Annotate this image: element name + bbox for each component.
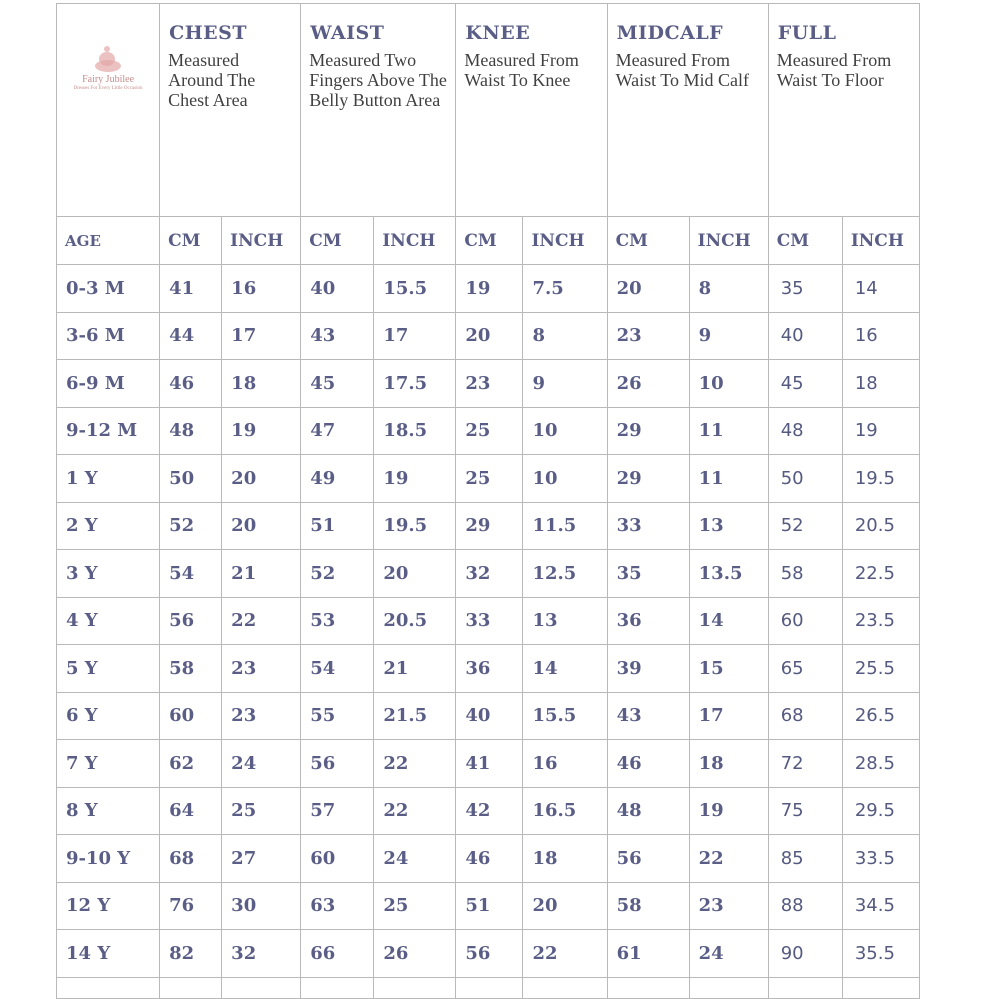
chest-cm-cell: 44 <box>160 312 222 360</box>
table-row <box>57 502 920 550</box>
chest-cm-cell: 41 <box>160 265 222 313</box>
table-row <box>57 645 920 693</box>
full-cm-cell: 85 <box>768 835 842 883</box>
knee-cm-cell: 20 <box>456 312 523 360</box>
empty-cell <box>456 977 523 998</box>
chest-inch-cell: 32 <box>222 930 301 978</box>
table-row <box>57 312 920 360</box>
chest-cm-cell: 82 <box>160 930 222 978</box>
chest-inch-cell: 24 <box>222 740 301 788</box>
midcalf-cm-cell: 33 <box>607 502 689 550</box>
full-cm-cell: 75 <box>768 787 842 835</box>
waist-cm-cell: 43 <box>301 312 374 360</box>
midcalf-inch-cell: 22 <box>689 835 768 883</box>
column-header-midcalf-cm: CM <box>607 217 689 265</box>
midcalf-inch-cell: 13.5 <box>689 550 768 598</box>
waist-inch-cell: 25 <box>374 882 456 930</box>
full-inch-cell: 14 <box>842 265 919 313</box>
waist-inch-cell: 20 <box>374 550 456 598</box>
waist-inch-cell: 19 <box>374 455 456 503</box>
section-waist <box>301 4 456 217</box>
knee-inch-cell: 7.5 <box>523 265 607 313</box>
waist-cm-cell: 47 <box>301 407 374 455</box>
knee-inch-cell: 18 <box>523 835 607 883</box>
waist-cm-cell: 55 <box>301 692 374 740</box>
full-inch-cell: 18 <box>842 360 919 408</box>
chest-inch-cell: 21 <box>222 550 301 598</box>
chest-cm-cell: 50 <box>160 455 222 503</box>
waist-inch-cell: 22 <box>374 740 456 788</box>
age-cell: 6 Y <box>57 692 160 740</box>
knee-cm-cell: 23 <box>456 360 523 408</box>
midcalf-cm-cell: 61 <box>607 930 689 978</box>
waist-inch-cell: 17 <box>374 312 456 360</box>
empty-cell <box>160 977 222 998</box>
knee-cm-cell: 33 <box>456 597 523 645</box>
table-row <box>57 597 920 645</box>
section-knee <box>456 4 607 217</box>
midcalf-cm-cell: 35 <box>607 550 689 598</box>
midcalf-cm-cell: 58 <box>607 882 689 930</box>
midcalf-inch-cell: 18 <box>689 740 768 788</box>
midcalf-cm-cell: 26 <box>607 360 689 408</box>
knee-cm-cell: 29 <box>456 502 523 550</box>
chest-inch-cell: 23 <box>222 645 301 693</box>
knee-inch-cell: 9 <box>523 360 607 408</box>
chest-cm-cell: 68 <box>160 835 222 883</box>
age-cell: 12 Y <box>57 882 160 930</box>
midcalf-cm-cell: 43 <box>607 692 689 740</box>
section-midcalf <box>607 4 768 217</box>
empty-cell <box>689 977 768 998</box>
waist-cm-cell: 57 <box>301 787 374 835</box>
full-inch-cell: 34.5 <box>842 882 919 930</box>
knee-inch-cell: 8 <box>523 312 607 360</box>
age-cell: 14 Y <box>57 930 160 978</box>
knee-cm-cell: 56 <box>456 930 523 978</box>
knee-inch-cell: 16.5 <box>523 787 607 835</box>
chest-inch-cell: 18 <box>222 360 301 408</box>
section-full <box>768 4 919 217</box>
knee-cm-cell: 40 <box>456 692 523 740</box>
full-cm-cell: 50 <box>768 455 842 503</box>
age-cell: 5 Y <box>57 645 160 693</box>
waist-inch-cell: 22 <box>374 787 456 835</box>
brand-tagline: Dresses For Every Little Occasion <box>73 86 143 91</box>
knee-cm-cell: 25 <box>456 407 523 455</box>
brand-logo-mark <box>95 46 121 72</box>
chest-inch-cell: 27 <box>222 835 301 883</box>
full-inch-cell: 23.5 <box>842 597 919 645</box>
logo-cell <box>57 4 160 217</box>
chest-cm-cell: 60 <box>160 692 222 740</box>
midcalf-inch-cell: 15 <box>689 645 768 693</box>
knee-inch-cell: 14 <box>523 645 607 693</box>
table-row <box>57 265 920 313</box>
empty-cell <box>768 977 842 998</box>
column-header-chest-inch: INCH <box>222 217 301 265</box>
waist-inch-cell: 20.5 <box>374 597 456 645</box>
age-cell: 4 Y <box>57 597 160 645</box>
waist-inch-cell: 21 <box>374 645 456 693</box>
midcalf-inch-cell: 19 <box>689 787 768 835</box>
full-inch-cell: 22.5 <box>842 550 919 598</box>
chest-inch-cell: 23 <box>222 692 301 740</box>
section-chest <box>160 4 301 217</box>
waist-cm-cell: 66 <box>301 930 374 978</box>
chest-cm-cell: 46 <box>160 360 222 408</box>
knee-inch-cell: 13 <box>523 597 607 645</box>
waist-cm-cell: 51 <box>301 502 374 550</box>
column-header-waist-inch: INCH <box>374 217 456 265</box>
column-header-full-inch: INCH <box>842 217 919 265</box>
midcalf-inch-cell: 13 <box>689 502 768 550</box>
waist-inch-cell: 18.5 <box>374 407 456 455</box>
waist-cm-cell: 45 <box>301 360 374 408</box>
midcalf-inch-cell: 17 <box>689 692 768 740</box>
column-header-full-cm: CM <box>768 217 842 265</box>
chest-inch-cell: 20 <box>222 502 301 550</box>
age-cell: 7 Y <box>57 740 160 788</box>
chest-inch-cell: 16 <box>222 265 301 313</box>
knee-inch-cell: 22 <box>523 930 607 978</box>
full-cm-cell: 45 <box>768 360 842 408</box>
midcalf-cm-cell: 56 <box>607 835 689 883</box>
age-cell: 2 Y <box>57 502 160 550</box>
brand-name: Fairy Jubilee <box>82 74 135 85</box>
midcalf-cm-cell: 29 <box>607 407 689 455</box>
knee-inch-cell: 16 <box>523 740 607 788</box>
midcalf-cm-cell: 39 <box>607 645 689 693</box>
full-inch-cell: 19.5 <box>842 455 919 503</box>
chest-inch-cell: 20 <box>222 455 301 503</box>
section-title: MIDCALF <box>616 22 724 44</box>
column-header-row <box>57 217 920 265</box>
chest-inch-cell: 25 <box>222 787 301 835</box>
full-inch-cell: 26.5 <box>842 692 919 740</box>
table-row <box>57 882 920 930</box>
section-title: WAIST <box>310 22 385 44</box>
knee-inch-cell: 10 <box>523 455 607 503</box>
waist-inch-cell: 21.5 <box>374 692 456 740</box>
knee-inch-cell: 11.5 <box>523 502 607 550</box>
section-description: Measured From Waist To Mid Calf <box>615 50 750 90</box>
waist-cm-cell: 54 <box>301 645 374 693</box>
empty-cell <box>301 977 374 998</box>
knee-cm-cell: 25 <box>456 455 523 503</box>
midcalf-cm-cell: 20 <box>607 265 689 313</box>
waist-cm-cell: 49 <box>301 455 374 503</box>
knee-cm-cell: 32 <box>456 550 523 598</box>
table-row <box>57 360 920 408</box>
waist-cm-cell: 52 <box>301 550 374 598</box>
chest-cm-cell: 48 <box>160 407 222 455</box>
waist-inch-cell: 26 <box>374 930 456 978</box>
midcalf-cm-cell: 29 <box>607 455 689 503</box>
midcalf-inch-cell: 11 <box>689 455 768 503</box>
midcalf-cm-cell: 46 <box>607 740 689 788</box>
full-cm-cell: 68 <box>768 692 842 740</box>
midcalf-inch-cell: 24 <box>689 930 768 978</box>
waist-inch-cell: 15.5 <box>374 265 456 313</box>
section-title: FULL <box>777 22 837 44</box>
midcalf-cm-cell: 23 <box>607 312 689 360</box>
table-row <box>57 455 920 503</box>
waist-inch-cell: 24 <box>374 835 456 883</box>
age-cell: 9-12 M <box>57 407 160 455</box>
waist-cm-cell: 60 <box>301 835 374 883</box>
chest-inch-cell: 17 <box>222 312 301 360</box>
age-cell: 1 Y <box>57 455 160 503</box>
full-inch-cell: 20.5 <box>842 502 919 550</box>
age-cell: 6-9 M <box>57 360 160 408</box>
knee-cm-cell: 51 <box>456 882 523 930</box>
size-chart-table <box>56 3 920 999</box>
chest-inch-cell: 30 <box>222 882 301 930</box>
empty-cell <box>842 977 919 998</box>
waist-cm-cell: 56 <box>301 740 374 788</box>
column-header-midcalf-inch: INCH <box>689 217 768 265</box>
waist-inch-cell: 17.5 <box>374 360 456 408</box>
full-cm-cell: 52 <box>768 502 842 550</box>
knee-inch-cell: 15.5 <box>523 692 607 740</box>
age-cell: 3 Y <box>57 550 160 598</box>
brand-logo <box>57 4 159 91</box>
full-cm-cell: 72 <box>768 740 842 788</box>
age-cell: 8 Y <box>57 787 160 835</box>
full-cm-cell: 90 <box>768 930 842 978</box>
empty-cell <box>222 977 301 998</box>
empty-cell <box>523 977 607 998</box>
knee-inch-cell: 10 <box>523 407 607 455</box>
knee-inch-cell: 20 <box>523 882 607 930</box>
age-cell: 0-3 M <box>57 265 160 313</box>
section-title: CHEST <box>169 22 248 44</box>
midcalf-cm-cell: 48 <box>607 787 689 835</box>
waist-cm-cell: 63 <box>301 882 374 930</box>
knee-cm-cell: 41 <box>456 740 523 788</box>
midcalf-inch-cell: 14 <box>689 597 768 645</box>
chest-cm-cell: 62 <box>160 740 222 788</box>
column-header-age: AGE <box>57 217 160 265</box>
section-description: Measured From Waist To Floor <box>776 50 892 90</box>
midcalf-inch-cell: 9 <box>689 312 768 360</box>
chest-cm-cell: 54 <box>160 550 222 598</box>
full-inch-cell: 25.5 <box>842 645 919 693</box>
section-description: Measured Two Fingers Above The Belly Button Area <box>309 50 447 110</box>
section-title: KNEE <box>465 22 531 44</box>
full-inch-cell: 28.5 <box>842 740 919 788</box>
full-inch-cell: 29.5 <box>842 787 919 835</box>
table-row <box>57 692 920 740</box>
column-header-chest-cm: CM <box>160 217 222 265</box>
chest-cm-cell: 56 <box>160 597 222 645</box>
full-inch-cell: 33.5 <box>842 835 919 883</box>
section-description: Measured Around The Chest Area <box>168 50 256 110</box>
full-cm-cell: 58 <box>768 550 842 598</box>
section-header-row <box>57 4 920 217</box>
chest-cm-cell: 76 <box>160 882 222 930</box>
size-chart <box>56 3 920 991</box>
midcalf-inch-cell: 11 <box>689 407 768 455</box>
table-row <box>57 930 920 978</box>
chest-cm-cell: 52 <box>160 502 222 550</box>
table-row <box>57 550 920 598</box>
table-row <box>57 835 920 883</box>
waist-cm-cell: 40 <box>301 265 374 313</box>
knee-cm-cell: 19 <box>456 265 523 313</box>
column-header-waist-cm: CM <box>301 217 374 265</box>
full-cm-cell: 40 <box>768 312 842 360</box>
empty-row <box>57 977 920 998</box>
empty-cell <box>607 977 689 998</box>
full-inch-cell: 19 <box>842 407 919 455</box>
midcalf-cm-cell: 36 <box>607 597 689 645</box>
knee-cm-cell: 46 <box>456 835 523 883</box>
full-cm-cell: 88 <box>768 882 842 930</box>
waist-inch-cell: 19.5 <box>374 502 456 550</box>
waist-cm-cell: 53 <box>301 597 374 645</box>
full-inch-cell: 35.5 <box>842 930 919 978</box>
knee-inch-cell: 12.5 <box>523 550 607 598</box>
knee-cm-cell: 42 <box>456 787 523 835</box>
full-cm-cell: 65 <box>768 645 842 693</box>
full-cm-cell: 35 <box>768 265 842 313</box>
age-cell: 9-10 Y <box>57 835 160 883</box>
column-header-knee-inch: INCH <box>523 217 607 265</box>
table-row <box>57 407 920 455</box>
chest-cm-cell: 64 <box>160 787 222 835</box>
table-row <box>57 740 920 788</box>
knee-cm-cell: 36 <box>456 645 523 693</box>
chest-inch-cell: 19 <box>222 407 301 455</box>
section-description: Measured From Waist To Knee <box>464 50 579 90</box>
age-cell: 3-6 M <box>57 312 160 360</box>
column-header-knee-cm: CM <box>456 217 523 265</box>
table-row <box>57 787 920 835</box>
chest-inch-cell: 22 <box>222 597 301 645</box>
full-inch-cell: 16 <box>842 312 919 360</box>
full-cm-cell: 60 <box>768 597 842 645</box>
midcalf-inch-cell: 8 <box>689 265 768 313</box>
full-cm-cell: 48 <box>768 407 842 455</box>
midcalf-inch-cell: 10 <box>689 360 768 408</box>
midcalf-inch-cell: 23 <box>689 882 768 930</box>
empty-cell <box>374 977 456 998</box>
empty-cell <box>57 977 160 998</box>
chest-cm-cell: 58 <box>160 645 222 693</box>
